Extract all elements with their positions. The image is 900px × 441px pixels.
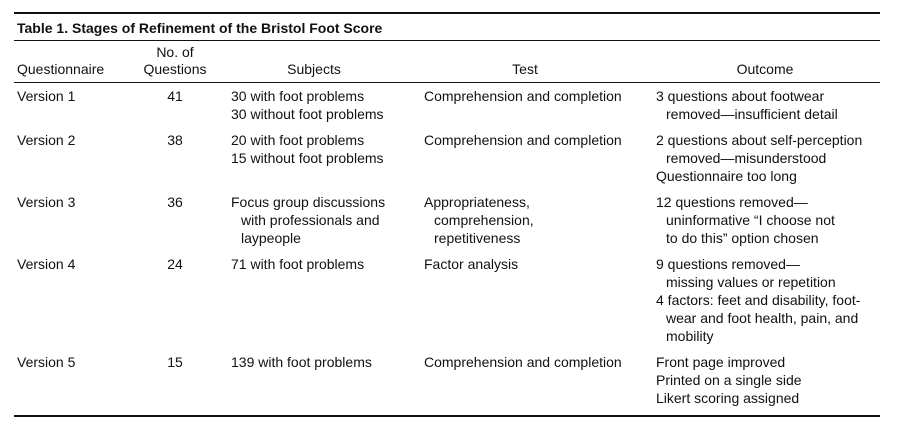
table-caption: Table 1. Stages of Refinement of the Bristol Foot Score: [17, 20, 383, 36]
outcome-line: Likert scoring assigned: [656, 390, 800, 406]
subjects-line: with professionals and: [241, 212, 380, 228]
test-line: comprehension,: [434, 212, 534, 228]
test-line: Factor analysis: [424, 256, 519, 272]
outcome-cell: [650, 255, 880, 353]
header-subjects: Subjects: [287, 61, 341, 77]
questions-count-cell: 15: [167, 354, 183, 370]
questionnaire-cell: Version 1: [17, 88, 76, 104]
test-cell: [414, 83, 650, 131]
outcome-line: Front page improved: [656, 354, 786, 370]
subjects-line: 15 without foot problems: [231, 150, 384, 166]
test-line: Comprehension and completion: [424, 354, 622, 370]
outcome-line: to do this” option chosen: [666, 230, 819, 246]
outcome-line: wear and foot health, pain, and: [666, 310, 859, 326]
header-number-of-questions: [126, 41, 224, 82]
outcome-line: 2 questions about self-perception: [656, 132, 863, 148]
table-container: [14, 12, 880, 417]
outcome-line: mobility: [666, 328, 714, 344]
test-line: Comprehension and completion: [424, 88, 622, 104]
outcome-line: 4 factors: feet and disability, foot-: [656, 292, 861, 308]
questionnaire-cell: Version 2: [17, 132, 76, 148]
table-bottom-rule: [14, 415, 880, 417]
subjects-line: 20 with foot problems: [231, 132, 365, 148]
questions-count-cell: 36: [167, 194, 183, 210]
refinement-table: [14, 41, 880, 415]
questionnaire-cell: Version 4: [17, 256, 76, 272]
header-questionnaire: Questionnaire: [17, 61, 105, 77]
header-num-line2: Questions: [143, 61, 207, 77]
outcome-line: Questionnaire too long: [656, 168, 797, 184]
questionnaire-cell: Version 5: [17, 354, 76, 370]
outcome-cell: [650, 83, 880, 131]
outcome-line: removed—misunderstood: [666, 150, 827, 166]
test-line: Comprehension and completion: [424, 132, 622, 148]
questionnaire-cell: Version 3: [17, 194, 76, 210]
questions-count-cell: 24: [167, 256, 183, 272]
subjects-line: 139 with foot problems: [231, 354, 372, 370]
outcome-cell: [650, 353, 880, 415]
test-cell: [414, 255, 650, 353]
table-body: [14, 83, 880, 415]
outcome-line: uninformative “I choose not: [666, 212, 835, 228]
subjects-cell: [224, 353, 414, 415]
outcome-cell: [650, 131, 880, 193]
questions-count-cell: 38: [167, 132, 183, 148]
header-outcome: Outcome: [736, 61, 794, 77]
outcome-line: 12 questions removed—: [656, 194, 808, 210]
outcome-line: missing values or repetition: [666, 274, 836, 290]
subjects-line: laypeople: [241, 230, 301, 246]
outcome-line: Printed on a single side: [656, 372, 802, 388]
subjects-line: 71 with foot problems: [231, 256, 365, 272]
subjects-line: Focus group discussions: [231, 194, 386, 210]
outcome-cell: [650, 193, 880, 255]
test-cell: [414, 353, 650, 415]
outcome-line: 3 questions about footwear: [656, 88, 825, 104]
subjects-cell: [224, 131, 414, 193]
table-row: [14, 353, 880, 415]
subjects-cell: [224, 193, 414, 255]
table-row: [14, 83, 880, 131]
outcome-line: removed—insufficient detail: [666, 106, 838, 122]
subjects-cell: [224, 255, 414, 353]
outcome-line: 9 questions removed—: [656, 256, 800, 272]
subjects-cell: [224, 83, 414, 131]
header-row: [14, 41, 880, 82]
test-cell: [414, 131, 650, 193]
test-cell: [414, 193, 650, 255]
test-line: repetitiveness: [434, 230, 521, 246]
test-line: Appropriateness,: [424, 194, 530, 210]
questions-count-cell: 41: [167, 88, 183, 104]
table-row: [14, 255, 880, 353]
subjects-line: 30 without foot problems: [231, 106, 384, 122]
header-test: Test: [512, 61, 538, 77]
table-row: [14, 131, 880, 193]
subjects-line: 30 with foot problems: [231, 88, 365, 104]
header-num-line1: No. of: [156, 44, 194, 60]
table-row: [14, 193, 880, 255]
